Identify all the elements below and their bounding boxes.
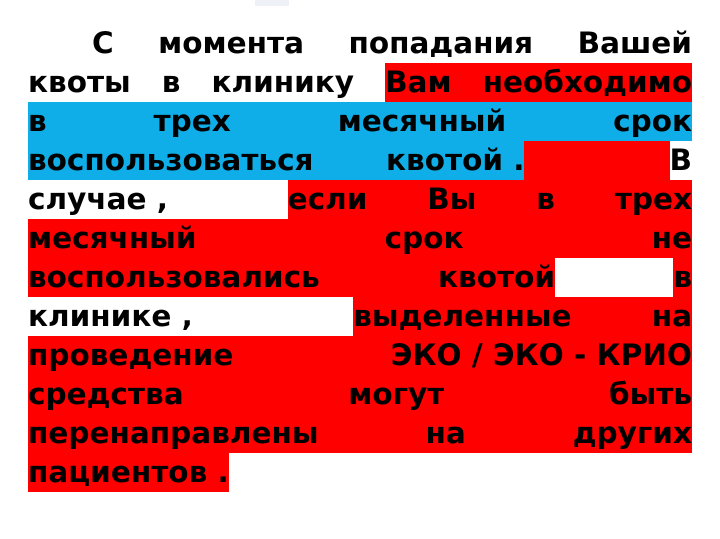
justify-gap [304, 24, 348, 63]
text-segment: в [161, 65, 181, 99]
highlighted-paragraph [28, 24, 692, 492]
justify-gap [314, 141, 387, 180]
text-line [28, 24, 692, 63]
text-segment: Вы [427, 180, 476, 219]
text-segment: клинике , [28, 299, 193, 333]
text-segment: В [669, 143, 693, 177]
text-segment: воспользоваться [28, 141, 314, 180]
text-segment: других [573, 414, 692, 453]
text-segment: срок [385, 219, 464, 258]
text-line [28, 63, 692, 102]
text-segment: средства [28, 375, 184, 414]
text-segment: необходимо [483, 63, 692, 102]
text-segment: быть [609, 375, 692, 414]
text-line [28, 141, 692, 180]
justify-gap [320, 258, 438, 297]
justify-gap [47, 102, 154, 141]
text-segment: квотой . [386, 141, 524, 180]
text-segment: могут [348, 375, 444, 414]
justify-gap [354, 63, 385, 102]
text-segment: на [425, 414, 465, 453]
text-segment: момента [158, 26, 304, 60]
text-segment: пациентов . [28, 453, 229, 492]
justify-gap [464, 219, 652, 258]
justify-gap [572, 297, 652, 336]
text-segment: Вам [385, 63, 452, 102]
text-segment: месячный [338, 102, 507, 141]
text-segment: на [652, 297, 692, 336]
text-segment: если [288, 180, 368, 219]
justify-gap [114, 24, 158, 63]
justify-gap [197, 219, 385, 258]
justify-gap [319, 414, 426, 453]
justify-gap [466, 414, 573, 453]
justify-gap [506, 102, 613, 141]
justify-gap [184, 375, 349, 414]
text-segment: срок [613, 102, 692, 141]
text-line [28, 453, 692, 492]
text-segment: клинику [211, 65, 355, 99]
text-segment: Вашей [577, 26, 692, 60]
justify-gap [444, 375, 609, 414]
justify-gap [231, 102, 338, 141]
text-line [28, 414, 692, 453]
text-line [28, 219, 692, 258]
text-segment: месячный [28, 219, 197, 258]
justify-gap [367, 180, 427, 219]
text-line [28, 375, 692, 414]
justify-gap [131, 63, 162, 102]
text-segment: в [673, 258, 692, 297]
text-line [28, 180, 692, 219]
text-line [28, 297, 692, 336]
text-line [28, 102, 692, 141]
text-line [28, 336, 692, 375]
text-segment: в [28, 102, 47, 141]
justify-gap [524, 141, 597, 180]
justify-gap [476, 180, 536, 219]
text-segment: квоты [28, 65, 131, 99]
justify-gap [193, 297, 273, 336]
paragraph-indent [28, 24, 92, 63]
text-segment: трех [154, 102, 231, 141]
justify-gap [233, 336, 390, 375]
justify-gap [597, 141, 670, 180]
text-segment: проведение [28, 336, 233, 375]
text-segment: С [92, 26, 114, 60]
justify-gap [452, 63, 483, 102]
text-segment: выделенные [353, 297, 571, 336]
text-segment: квотой [438, 258, 555, 297]
text-segment: перенаправлены [28, 414, 319, 453]
justify-gap [533, 24, 577, 63]
text-segment: трех [615, 180, 692, 219]
page-top-artifact [255, 0, 289, 6]
justify-gap [555, 180, 615, 219]
text-line [28, 258, 692, 297]
text-segment: воспользовались [28, 258, 320, 297]
justify-gap [168, 180, 228, 219]
text-segment: не [652, 219, 692, 258]
justify-gap [555, 258, 673, 297]
text-segment: случае , [28, 182, 168, 216]
justify-gap [273, 297, 353, 336]
justify-gap [180, 63, 211, 102]
text-segment: в [536, 180, 555, 219]
text-segment: ЭКО / ЭКО - КРИО [391, 336, 692, 375]
justify-gap [228, 180, 288, 219]
text-segment: попадания [348, 26, 534, 60]
